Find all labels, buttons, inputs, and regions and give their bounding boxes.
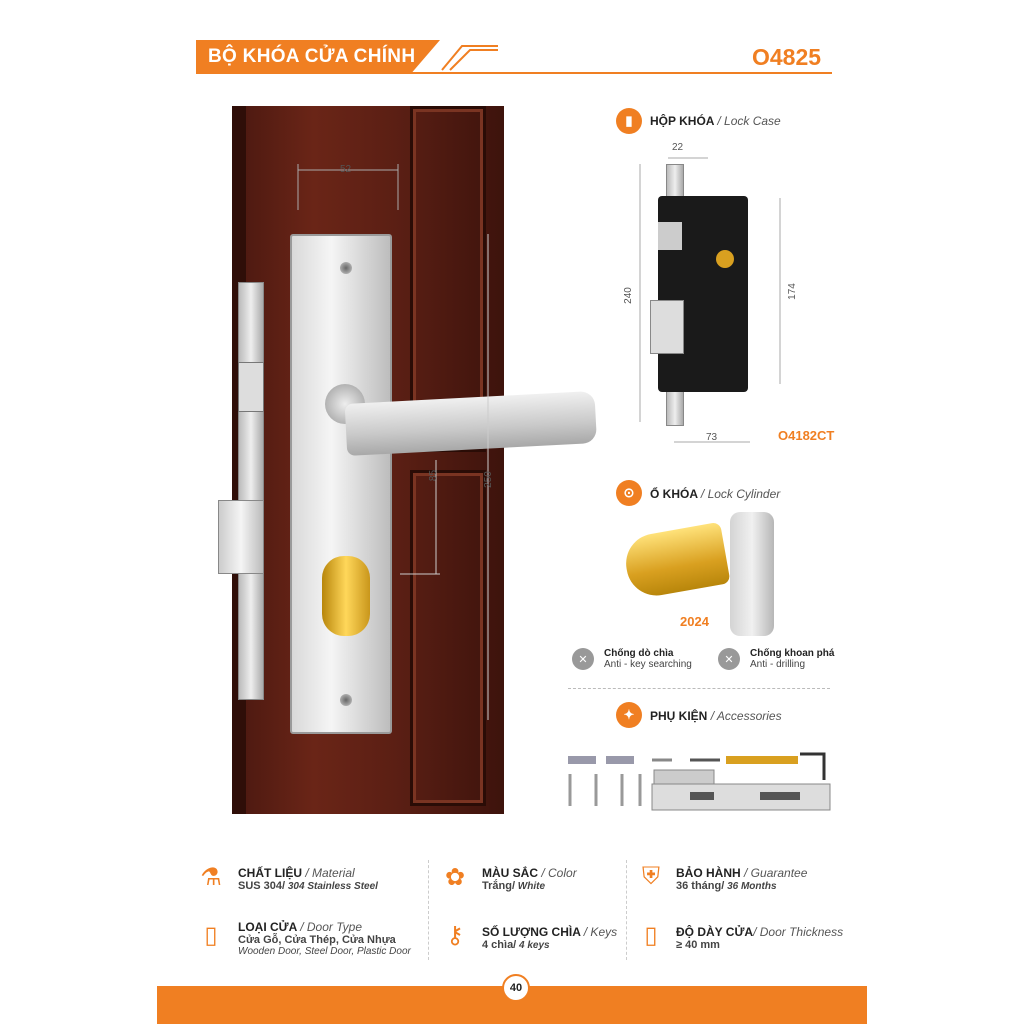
keys-sub: / Keys [583, 925, 618, 939]
dim-plate-width: 52 [340, 164, 352, 175]
door-type-icon: ▯ [204, 921, 218, 949]
cylinder-image [621, 522, 730, 600]
door-type-value-it: Wooden Door, Steel Door, Plastic Door [238, 946, 411, 957]
guarantee-value: 36 tháng/ [676, 880, 725, 892]
material-sub: / Material [305, 866, 355, 880]
lock-case-dim-lines [630, 150, 800, 450]
keys-image [730, 512, 774, 636]
lock-case-title: HỘP KHÓA [650, 114, 715, 128]
door-type-title: LOẠI CỬA [238, 920, 297, 934]
header-rule [196, 72, 832, 74]
color-sub: / Color [541, 866, 577, 880]
thickness-value: ≥ 40 mm [676, 939, 720, 951]
thickness-icon: ▯ [644, 921, 658, 949]
cylinder-icon: ⊙ [616, 480, 642, 506]
material-value-it: 304 Stainless Steel [285, 881, 378, 892]
cylinder-heading [650, 487, 780, 501]
color-icon: ✿ [444, 863, 466, 891]
lock-case-code: O4182CT [778, 428, 835, 443]
info-guarantee [676, 866, 807, 892]
info-door-type [238, 920, 411, 957]
dead-bolt [218, 500, 264, 574]
feature-anti-drill [750, 648, 834, 670]
feature-anti-drill-title: Chống khoan phá [750, 648, 835, 659]
lock-case-dim-top: 22 [672, 142, 684, 153]
lock-case-dim-bottom: 73 [706, 432, 718, 443]
info-material [238, 866, 378, 892]
keys-icon: ⚷ [446, 921, 464, 949]
dim-plate-height: 250 [482, 471, 494, 488]
thickness-sub: / Door Thickness [753, 925, 844, 939]
anti-drill-icon: ✕ [718, 648, 740, 670]
lock-faceplate [238, 282, 264, 700]
thickness-title: ĐỘ DÀY CỬA [676, 925, 754, 939]
guarantee-sub: / Guarantee [744, 866, 808, 880]
accessories-heading [650, 709, 782, 723]
lock-case-dim-left: 240 [622, 287, 634, 304]
page-number: 40 [502, 974, 530, 1002]
lock-case-dim-right: 174 [786, 283, 798, 300]
info-thickness [676, 925, 843, 951]
keys-title: SỐ LƯỢNG CHÌA [482, 925, 581, 939]
accessories-title: PHỤ KIỆN [650, 709, 708, 723]
keys-value-it: 4 keys [516, 940, 550, 951]
material-icon: ⚗ [200, 863, 222, 891]
header-slash-decoration [440, 42, 500, 72]
material-value: SUS 304/ [238, 880, 286, 892]
color-value: Trắng/ [482, 880, 516, 892]
door-type-sub: / Door Type [300, 920, 362, 934]
color-title: MÀU SẮC [482, 866, 538, 880]
feature-anti-key-title: Chống dò chìa [604, 648, 674, 659]
anti-key-search-icon: ✕ [572, 648, 594, 670]
product-code: O4825 [752, 44, 822, 70]
cylinder-code: 2024 [680, 614, 709, 629]
door-type-value: Cửa Gỗ, Cửa Thép, Cửa Nhựa [238, 934, 396, 946]
info-divider-2 [626, 860, 627, 960]
lock-case-icon: ▮ [616, 108, 642, 134]
feature-anti-key [604, 648, 692, 670]
cylinder-subtitle: / Lock Cylinder [700, 487, 781, 501]
material-title: CHẤT LIỆU [238, 866, 302, 880]
section-divider [568, 688, 830, 689]
accessories-image [560, 750, 836, 816]
latch-bolt [238, 362, 264, 412]
dim-plate-upper: 85 [428, 469, 440, 482]
info-color [482, 866, 577, 892]
guarantee-title: BẢO HÀNH [676, 866, 741, 880]
guarantee-icon: ⛨ [642, 863, 660, 890]
lock-case-heading [650, 114, 781, 128]
info-divider-1 [428, 860, 429, 960]
lock-case-subtitle: / Lock Case [717, 114, 781, 128]
dimension-lines [290, 150, 510, 730]
color-value-it: White [515, 881, 546, 892]
cylinder-title: Ổ KHÓA [650, 487, 698, 501]
feature-anti-key-sub: Anti - key searching [604, 659, 692, 670]
accessories-icon: ✦ [616, 702, 642, 728]
accessories-subtitle: / Accessories [710, 709, 782, 723]
page-title: BỘ KHÓA CỬA CHÍNH [208, 46, 416, 67]
guarantee-value-it: 36 Months [724, 881, 777, 892]
feature-anti-drill-sub: Anti - drilling [750, 659, 806, 670]
info-keys [482, 925, 617, 951]
keys-value: 4 chìa/ [482, 939, 517, 951]
